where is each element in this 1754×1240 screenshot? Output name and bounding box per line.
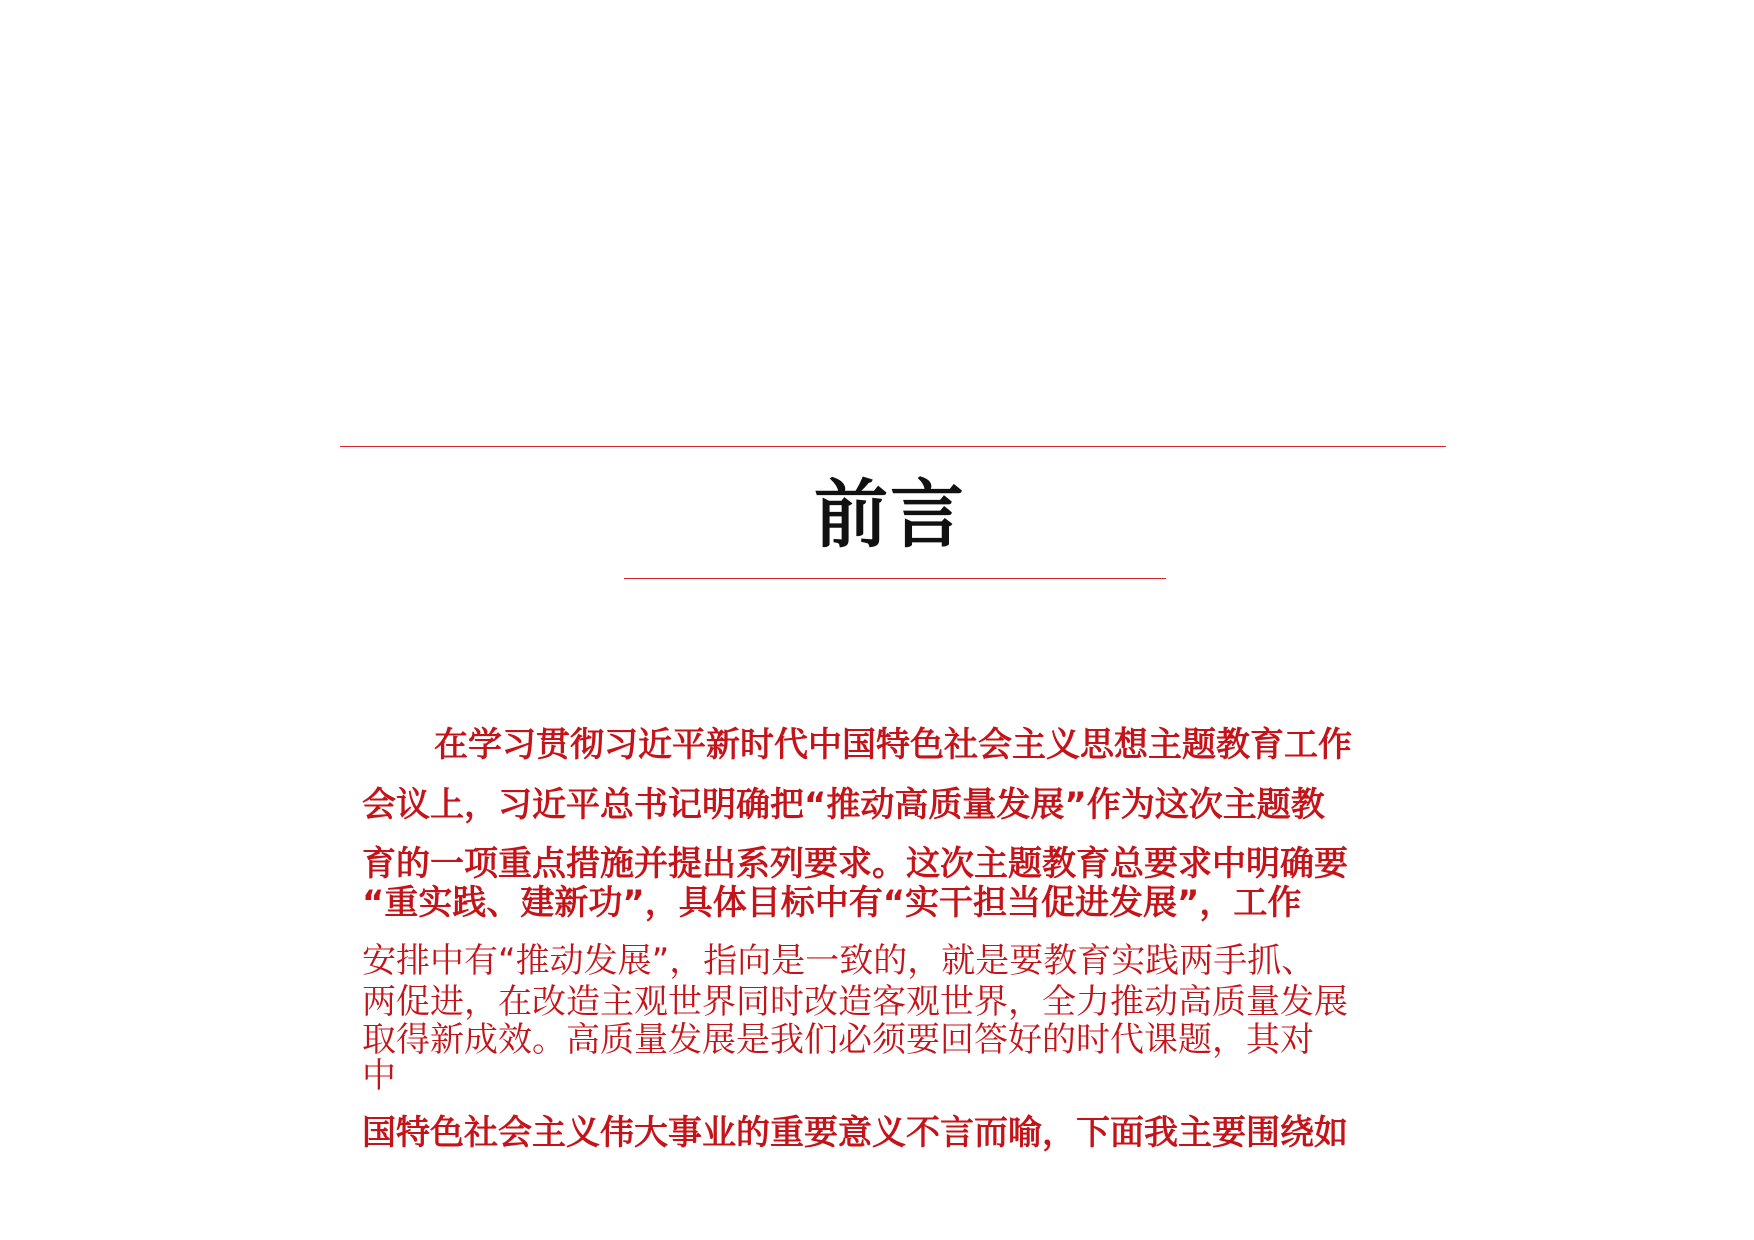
body-line-regular-1: 安排中有“推动发展”，指向是一致的，就是要教育实践两手抓、: [362, 941, 1316, 981]
body-line-bold-final: 国特色社会主义伟大事业的重要意义不言而喻，下面我主要围绕如: [362, 1113, 1348, 1153]
body-line-bold-4: “重实践、建新功”，具体目标中有“实干担当促进发展”，工作: [362, 883, 1302, 923]
body-line-bold-2: 会议上，习近平总书记明确把“推动高质量发展”作为这次主题教: [362, 785, 1325, 825]
body-line-regular-3: 取得新成效。高质量发展是我们必须要回答好的时代课题，其对: [362, 1020, 1314, 1060]
page-title: 前言: [814, 472, 966, 558]
body-line-bold-3: 育的一项重点措施并提出系列要求。这次主题教育总要求中明确要: [362, 844, 1348, 884]
body-line-regular-2: 两促进，在改造主观世界同时改造客观世界，全力推动高质量发展: [362, 982, 1348, 1022]
body-line-bold-1: 在学习贯彻习近平新时代中国特色社会主义思想主题教育工作: [434, 725, 1352, 765]
body-line-regular-4: 中: [362, 1056, 396, 1096]
title-underline: [624, 578, 1166, 579]
top-divider-line: [340, 446, 1446, 447]
